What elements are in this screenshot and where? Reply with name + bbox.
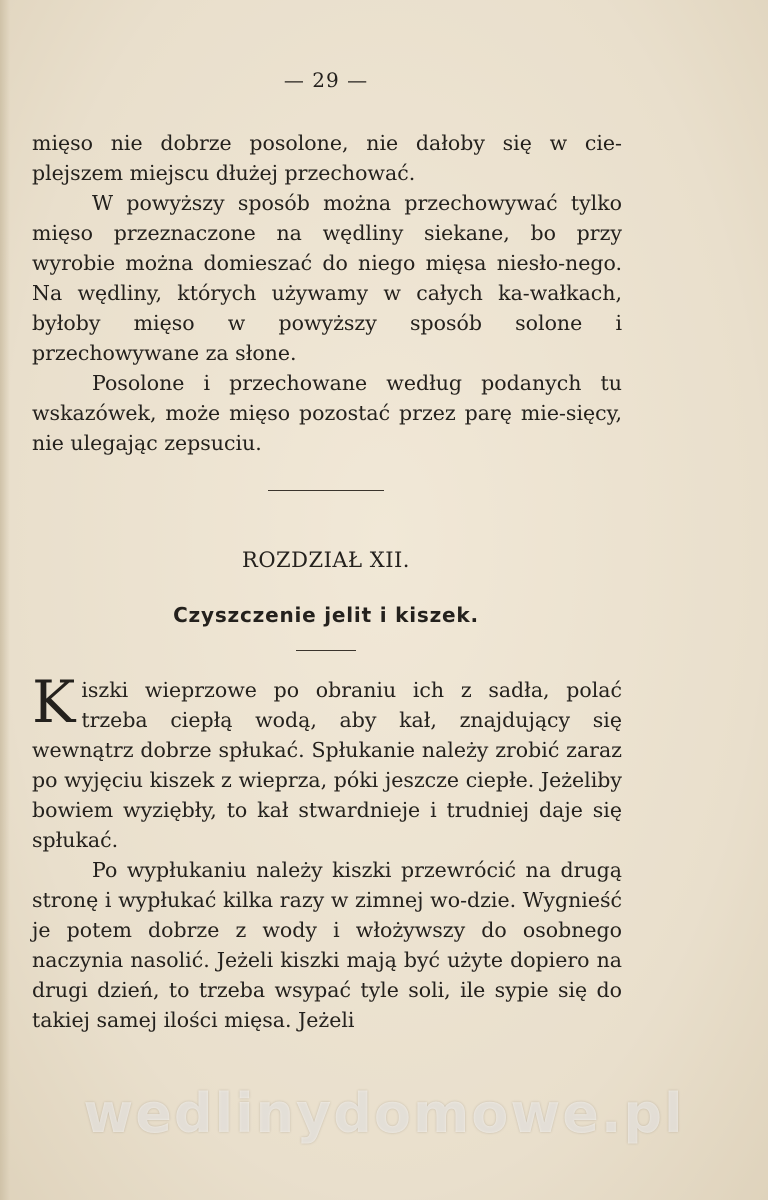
chapter-title: Czyszczenie jelit i kiszek. [173, 603, 479, 627]
drop-cap: K [32, 668, 76, 736]
section-divider [268, 490, 384, 491]
title-divider [296, 650, 356, 651]
body-text-top [32, 128, 622, 458]
paragraph-3: Posolone i przechowane według podanych tu wskazówek, może mięso pozostać przez parę mie-sięcy, nie ulegając zepsuciu. [32, 371, 622, 455]
body-text-chapter [32, 668, 622, 1035]
paragraph-2: W powyższy sposób można przechowywać tylko mięso przeznaczone na wędliny siekane, bo przy wyrobie można domieszać do niego mięsa niesło-nego. Na wędliny, których używamy w całych ka-wałkach, byłoby mięso w powyższy sposób solone i przechowywane za słone. [32, 191, 622, 365]
paragraph-4-text: iszki wieprzowe po obraniu ich z sadła, polać trzeba ciepłą wodą, aby kał, znajdujący się wewnątrz dobrze spłukać. Spłukanie należy zrobić zaraz po wyjęciu kiszek z wieprza, póki jeszcze ciepłe. Jeżeliby bowiem wyziębły, to kał stwardnieje i trudniej daje się spłukać. [32, 678, 622, 852]
page-number: — 29 — [283, 68, 369, 92]
page-gutter [0, 0, 10, 1200]
paragraph-4 [32, 668, 622, 855]
paragraph-1: mięso nie dobrze posolone, nie dałoby się w cie-plejszem miejscu dłużej przechować. [32, 131, 622, 185]
chapter-label: ROZDZIAŁ XII. [242, 548, 410, 572]
watermark: wedlinydomowe.pl [83, 1082, 685, 1145]
paragraph-5: Po wypłukaniu należy kiszki przewrócić na drugą stronę i wypłukać kilka razy w zimnej wo-dzie. Wygnieść je potem dobrze z wody i włożywszy do osobnego naczynia nasolić. Jeżeli kiszki mają być użyte dopiero na drugi dzień, to trzeba wsypać tyle soli, ile sypie się do takiej samej ilości mięsa. Jeżeli [32, 858, 622, 1032]
